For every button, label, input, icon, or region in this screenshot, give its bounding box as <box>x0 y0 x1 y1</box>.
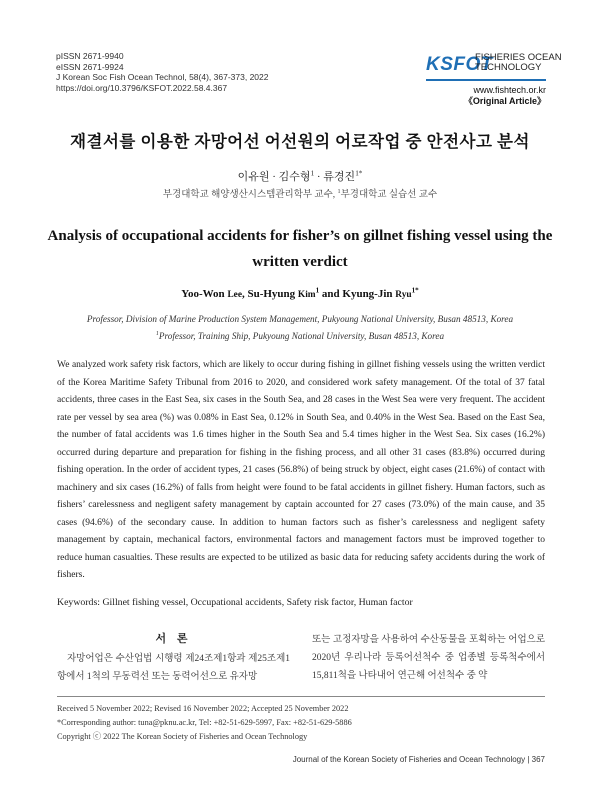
authors-ko-name3: · 류경진 <box>314 171 356 183</box>
footnotes <box>57 702 545 744</box>
affil-en-line1: Professor, Division of Marine Production System Management, Pukyoung National University, Busan 48513, Korea <box>86 314 514 324</box>
abstract: We analyzed work safety risk factors, which are likely to occur during fishing in gillnet fishing vessels using the written verdict of the Korea Maritime Safety Tribunal from 2016 to 2020, and considered work safety management. Of the total of 37 fatal accidents, three cases in the East Sea, six cases in the South Sea, and 28 cases in the West Sea were very frequent. The accident rate per vessel by sea area (%) was 0.08% in East Sea, 0.12% in South Sea, and 0.40% in the West Sea. Based on the East Sea, the number of fatal accidents was 1.6 times higher in the South Sea and 5.4 times higher in the West Sea. Six cases (16.2%) occurred during departure and preparation for fishing in the fishing process, and all other 31 cases (83.8%) occurred during fishing operation. In the order of accident types, 21 cases (56.8%) of being struck by object, eight cases (21.6%) of contact with machinery and six cases (16.2%) of falls from height were found to be fatal accidents in gillnet fishery. Human factors, such as fishers’ carelessness and negligent safety management by captain accounted for 27 cases (73.0%) of the main cause, and 35 cases (94.6%) of the secondary cause. In addition to human factors such as fisher’s carelessness and negligent safety management by captain, mechanical factors, environmental factors and management factors must be improved together to reduce human casualties. These results are expected to be utilized as basic data for reducing safety accidents during the work of fishers. <box>57 360 545 580</box>
pissn: pISSN 2671-9940 <box>56 51 124 61</box>
author-ryu: Ryu <box>395 290 412 300</box>
affiliation-korean <box>0 186 600 200</box>
author-lee: Lee <box>227 290 242 300</box>
authors-ko-names: 이유원 · 김수형 <box>237 171 311 183</box>
affil-ko-sup: 1 <box>337 188 341 195</box>
corresponding-author: *Corresponding author: tuna@pknu.ac.kr, Tel: +82-51-629-5997, Fax: +82-51-629-5886 <box>57 718 352 727</box>
article-type: 《Original Article》 <box>463 95 546 106</box>
copyright: Copyright ⓒ 2022 The Korean Society of Fisheries and Ocean Technology <box>57 732 308 741</box>
website-link[interactable]: www.fishtech.or.kr <box>473 85 546 95</box>
logo-mark: KSFOT <box>426 54 493 75</box>
logo-underline <box>426 79 546 81</box>
affil-en-line2: $^1$Professor, Training Ship, Pukyoung National University, Busan 48513, Korea <box>155 330 445 341</box>
authors-ko-sup1: 1 <box>310 169 315 178</box>
authors-ko-sup3: 1* <box>355 169 363 178</box>
authors-korean <box>0 168 600 184</box>
section-heading-introduction: 서 론 <box>155 633 192 645</box>
logo-line2: TECHNOLOGY <box>475 62 542 73</box>
journal-metadata <box>56 51 268 93</box>
logo-line1: FISHERIES OCEAN <box>475 52 562 63</box>
keywords: Keywords: Gillnet fishing vessel, Occupational accidents, Safety risk factor, Human factor <box>57 597 413 608</box>
title-korean: 재결서를 이용한 자망어선 어선원의 어로작업 중 안전사고 분석 <box>70 132 530 151</box>
title-english: Analysis of occupational accidents for fisher’s on gillnet fishing vessel using the written verdict <box>47 228 553 270</box>
intro-left-column: 자망어업은 수산업법 시행령 제24조제1항과 제25조제1항에서 1척의 무동력선 또는 동력어선으로 유자망 <box>57 654 290 682</box>
author-kim: Kim <box>297 290 316 300</box>
logo-text <box>475 53 562 73</box>
journal-site <box>440 85 546 106</box>
intro-right-column: 또는 고정자망을 사용하여 수산동물을 포획하는 어업으로 2020년 우리나라 등록어선척수 중 업종별 등록척수에서 15,811척을 나타내어 연근해 어선척수 중 약 <box>312 635 545 681</box>
affil-ko-b: 부경대학교 실습선 교수 <box>340 190 438 200</box>
affil-ko-a: 부경대학교 해양생산시스템관리학부 교수, <box>162 190 338 200</box>
page-footer: Journal of the Korean Society of Fisheries and Ocean Technology | 367 <box>292 755 545 764</box>
affiliation-english <box>0 311 600 345</box>
authors-english: Yoo-Won Lee, Su-Hyung Kim$^1$ and Kyung-Jin Ryu$^{1*}$ <box>181 286 419 300</box>
eissn: eISSN 2671-9924 <box>56 61 124 72</box>
doi-link[interactable]: https://doi.org/10.3796/KSFOT.2022.58.4.367 <box>56 82 228 93</box>
citation: J Korean Soc Fish Ocean Technol, 58(4), 367-373, 2022 <box>56 72 269 83</box>
footnote-divider <box>57 696 545 697</box>
received-dates: Received 5 November 2022; Revised 16 November 2022; Accepted 25 November 2022 <box>57 704 349 713</box>
